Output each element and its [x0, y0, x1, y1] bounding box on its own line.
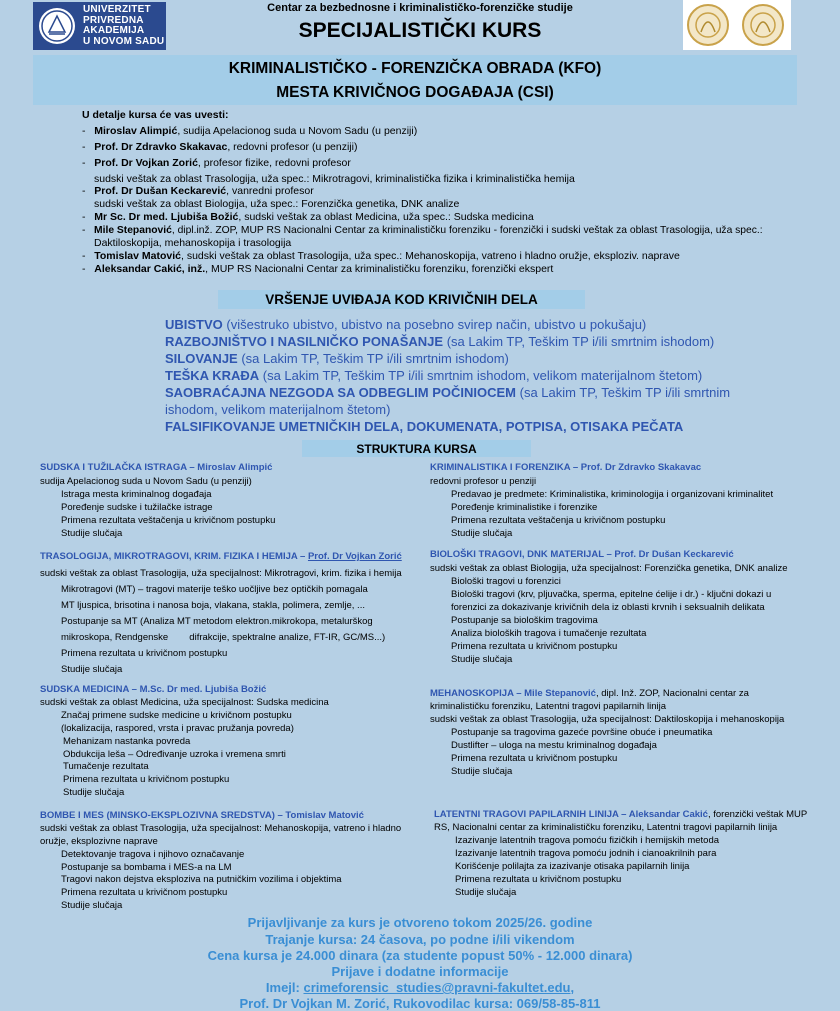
course-name-line1: KRIMINALISTIČKO - FORENZIČKA OBRADA (KFO)	[228, 60, 602, 77]
module-description: sudski veštak za oblast Trasologija, uža specijalnost: Mehanoskopija, vatreno i hladno	[40, 823, 402, 834]
course-name-line2: MESTA KRIVIČNOG DOGAĐAJA (CSI)	[276, 84, 554, 101]
crime-item-continuation: ishodom, velikom materijalnom štetom)	[165, 402, 391, 417]
module-topic: Studije slučaja	[451, 766, 513, 777]
module-topic: Obdukcija leša – Određivanje uzroka i vremena smrti	[63, 749, 286, 760]
course-duration: Trajanje kursa: 24 časova, po podne i/ili vikendom	[265, 932, 575, 947]
course-price: Cena kursa je 24.000 dinara (za studente popust 50% - 12.000 dinara)	[207, 948, 633, 963]
module-topic: Studije slučaja	[451, 654, 513, 665]
module-topic: forenzici za dokazivanje krivičnih dela iz oblasti krvnih i seksualnih delikata	[451, 602, 765, 613]
module-topic: Postupanje sa biološkim tragovima	[451, 615, 598, 626]
crime-item: TEŠKA KRAĐA (sa Lakim TP, Teškim TP i/ili smrtnim ishodom, velikom materijalnom štetom)	[165, 368, 703, 383]
module-description: oružje, eksplozivne naprave	[40, 836, 158, 847]
module-topic: MT ljuspica, brisotina i nanosa boja, vlakana, stakla, polimera, zemlje, ...	[61, 600, 365, 611]
module-topic: Postupanje sa bombama i MES-a na LM	[61, 862, 232, 873]
registration-info: Prijavljivanje za kurs je otvoreno tokom 2025/26. godine	[247, 915, 593, 930]
course-leader-contact: Prof. Dr Vojkan M. Zorić, Rukovodilac kursa: 069/58-85-811	[239, 996, 601, 1011]
module-topic: Predavao je predmete: Kriminalistika, kriminologija i organizovani kriminalitet	[451, 489, 774, 500]
lecturers-intro: U detalje kursa će vas uvesti:	[82, 109, 229, 121]
lecturer-detail: Daktiloskopija, mehanoskopija i trasologija	[94, 237, 292, 249]
module-topic: Postupanje sa MT (Analiza MT metodom elektron.mikrokopa, metalurškog	[61, 616, 373, 627]
structure-title: STRUKTURA KURSA	[356, 442, 477, 456]
module-topic: Studije slučaja	[61, 900, 123, 911]
module-heading: SUDSKA I TUŽILAČKA ISTRAGA – Miroslav Alimpić	[40, 462, 273, 473]
module-topic: Primena rezultata u krivičnom postupku	[61, 887, 228, 898]
module-description: redovni profesor u penziji	[430, 476, 537, 487]
module-topic: mikroskopa, Rendgenske difrakcije, spektralne analize, FT-IR, GC/MS...)	[61, 632, 386, 643]
module-lecturer-link: Prof. Dr Vojkan Zorić	[307, 551, 402, 562]
module-topic: Studije slučaja	[451, 528, 513, 539]
module-topic: (lokalizacija, raspored, vrsta i pravac pružanja povreda)	[61, 723, 294, 734]
procedures-title: VRŠENJE UVIĐAJA KOD KRIVIČNIH DELA	[265, 292, 538, 307]
contact-heading: Prijave i dodatne informacije	[331, 964, 509, 979]
lecturer-item: - Aleksandar Cakić, inž., MUP RS Nacionalni Centar za kriminalističku forenziku, forenzički ekspert	[82, 263, 554, 275]
module-topic: Izazivanje latentnih tragova pomoću jodnih i cianoakrilnih para	[455, 848, 717, 859]
module-heading: BOMBE I MES (MINSKO-EKSPLOZIVNA SREDSTVA) – Tomislav Matović	[40, 810, 364, 821]
module-description: sudski veštak za oblast Trasologija, uža specijalnost: Daktiloskopija i mehanoskopija	[430, 714, 785, 725]
module-topic: Tragovi nakon dejstva eksploziva na putničkim vozilima i objektima	[61, 874, 342, 885]
crime-item: RAZBOJNIŠTVO I NASILNIČKO PONAŠANJE (sa Lakim TP, Teškim TP i/ili smrtnim ishodom)	[165, 334, 715, 349]
module-heading: KRIMINALISTIKA I FORENZIKA – Prof. Dr Zdravko Skakavac	[430, 462, 702, 473]
email-line: Imejl: crimeforensic_studies@pravni-fakultet.edu,	[265, 980, 575, 995]
module-topic: Primena rezultata u krivičnom postupku	[451, 753, 618, 764]
module-topic: Mehanizam nastanka povreda	[63, 736, 191, 747]
module-topic: Primena rezultata veštačenja u krivičnom postupku	[61, 515, 276, 526]
module-topic: Primena rezultata u krivičnom postupku	[63, 774, 230, 785]
lecturer-detail: sudski veštak za oblast Trasologija, uža spec.: Mikrotragovi, kriminalistička fizika i kriminalistička hemija	[94, 173, 575, 185]
module-description: sudija Apelacionog suda u Novom Sadu (u penziji)	[40, 476, 252, 487]
module-topic: Studije slučaja	[455, 887, 517, 898]
module-topic: Biološki tragovi u forenzici	[451, 576, 561, 587]
lecturer-item: - Prof. Dr Zdravko Skakavac, redovni profesor (u penziji)	[82, 141, 358, 153]
module-topic: Korišćenje polilajta za izazivanje otisaka papilarnih linija	[455, 861, 690, 872]
module-heading: TRASOLOGIJA, MIKROTRAGOVI, KRIM. FIZIKA I HEMIJA – Prof. Dr Vojkan Zorić	[40, 551, 402, 562]
module-description: kriminalističku forenziku, Latentni tragovi papilarnih linija	[430, 701, 667, 712]
module-topic: Istraga mesta kriminalnog događaja	[61, 489, 212, 500]
university-logo-text: UNIVERZITET PRIVREDNA AKADEMIJA U NOVOM SADU	[83, 4, 165, 47]
lecturer-item: - Prof. Dr Dušan Keckarević, vanredni profesor	[82, 185, 314, 197]
crime-item: UBISTVO (višestruko ubistvo, ubistvo na posebno svirep način, ubistvo u pokušaju)	[165, 317, 647, 332]
module-topic: Studije slučaja	[61, 528, 123, 539]
module-topic: Analiza bioloških tragova i tumačenje rezultata	[451, 628, 647, 639]
module-topic: Primena rezultata veštačenja u krivičnom postupku	[451, 515, 666, 526]
module-topic: Studije slučaja	[63, 787, 125, 798]
crime-item: SAOBRAĆAJNA NEZGODA SA ODBEGLIM POČINIOCEM (sa Lakim TP, Teškim TP i/ili smrtnim	[165, 385, 731, 400]
module-topic: Tumačenje rezultata	[63, 761, 149, 772]
lecturer-item: - Tomislav Matović, sudski veštak za oblast Trasologija, uža spec.: Mehanoskopija, vatreno i hladno oružje, eksploziv. naprave	[82, 250, 680, 262]
lecturer-item: - Miroslav Alimpić, sudija Apelacionog suda u Novom Sadu (u penziji)	[82, 125, 418, 137]
module-description: sudski veštak za oblast Trasologija, uža specijalnost: Mikrotragovi, krim. fizika i hemija	[40, 568, 402, 579]
lecturer-detail: sudski veštak za oblast Biologija, uža spec.: Forenzička genetika, DNK analize	[94, 198, 460, 210]
module-description: RS, Nacionalni centar za kriminalističku forenziku, Latentni tragovi papilarnih linija	[434, 822, 778, 833]
module-topic: Studije slučaja	[61, 664, 123, 675]
module-description: sudski veštak za oblast Biologija, uža specijalnost: Forenzička genetika, DNK analize	[430, 563, 788, 574]
module-topic: Detektovanje tragova i njihovo označavanje	[61, 849, 245, 860]
lecturer-item: - Mile Stepanović, dipl.inž. ZOP, MUP RS Nacionalni Centar za kriminalističku forenziku - forenzički i sudski veštak za oblast Trasologija, uža spec.:	[82, 225, 763, 236]
module-description: sudski veštak za oblast Medicina, uža specijalnost: Sudska medicina	[40, 697, 329, 708]
module-heading: SUDSKA MEDICINA – M.Sc. Dr med. Ljubiša Božić	[40, 684, 267, 695]
center-subtitle: Centar za bezbednosne i kriminalističko-forenzičke studije	[267, 2, 573, 14]
module-topic: Primena rezultata u krivičnom postupku	[455, 874, 622, 885]
module-heading: BIOLOŠKI TRAGOVI, DNK MATERIJAL – Prof. Dr Dušan Keckarević	[430, 549, 734, 560]
page-title: SPECIJALISTIČKI KURS	[298, 19, 542, 42]
module-topic: Značaj primene sudske medicine u krivičnom postupku	[61, 710, 292, 721]
module-topic: Poređenje sudske i tužilačke istrage	[61, 502, 213, 513]
module-heading: LATENTNI TRAGOVI PAPILARNIH LINIJA – Aleksandar Cakić, forenzički veštak MUP	[434, 809, 808, 820]
lecturer-item: - Mr Sc. Dr med. Ljubiša Božić, sudski veštak za oblast Medicina, uža spec.: Sudska medicina	[82, 211, 534, 223]
crime-item: FALSIFIKOVANJE UMETNIČKIH DELA, DOKUMENATA, POTPISA, OTISAKA PEČATA	[165, 419, 684, 434]
crime-item: SILOVANJE (sa Lakim TP, Teškim TP i/ili smrtnim ishodom)	[165, 351, 509, 366]
module-topic: Dustlifter – uloga na mestu kriminalnog događaja	[451, 740, 657, 751]
module-topic: Biološki tragovi (krv, pljuvačka, sperma, epitelne ćelije i dr.) - ključni dokazi u	[451, 589, 772, 600]
module-topic: Poređenje kriminalistike i forenzike	[451, 502, 598, 513]
module-topic: Izazivanje latentnih tragova pomoću fizičkih i hemijskih metoda	[455, 835, 720, 846]
module-topic: Mikrotragovi (MT) – tragovi materije teško uočljive bez optičkih pomagala	[61, 584, 368, 595]
module-topic: Postupanje sa tragovima gazeće površine obuće i pneumatika	[451, 727, 713, 738]
module-topic: Primena rezultata u krivičnom postupku	[61, 648, 228, 659]
lecturer-item: - Prof. Dr Vojkan Zorić, profesor fizike, redovni profesor	[82, 157, 351, 169]
module-heading: MEHANOSKOPIJA – Mile Stepanović, dipl. Inž. ZOP, Nacionalni centar za	[430, 688, 749, 699]
email-link[interactable]: crimeforensic_studies@pravni-fakultet.edu	[303, 980, 571, 995]
module-topic: Primena rezultata u krivičnom postupku	[451, 641, 618, 652]
